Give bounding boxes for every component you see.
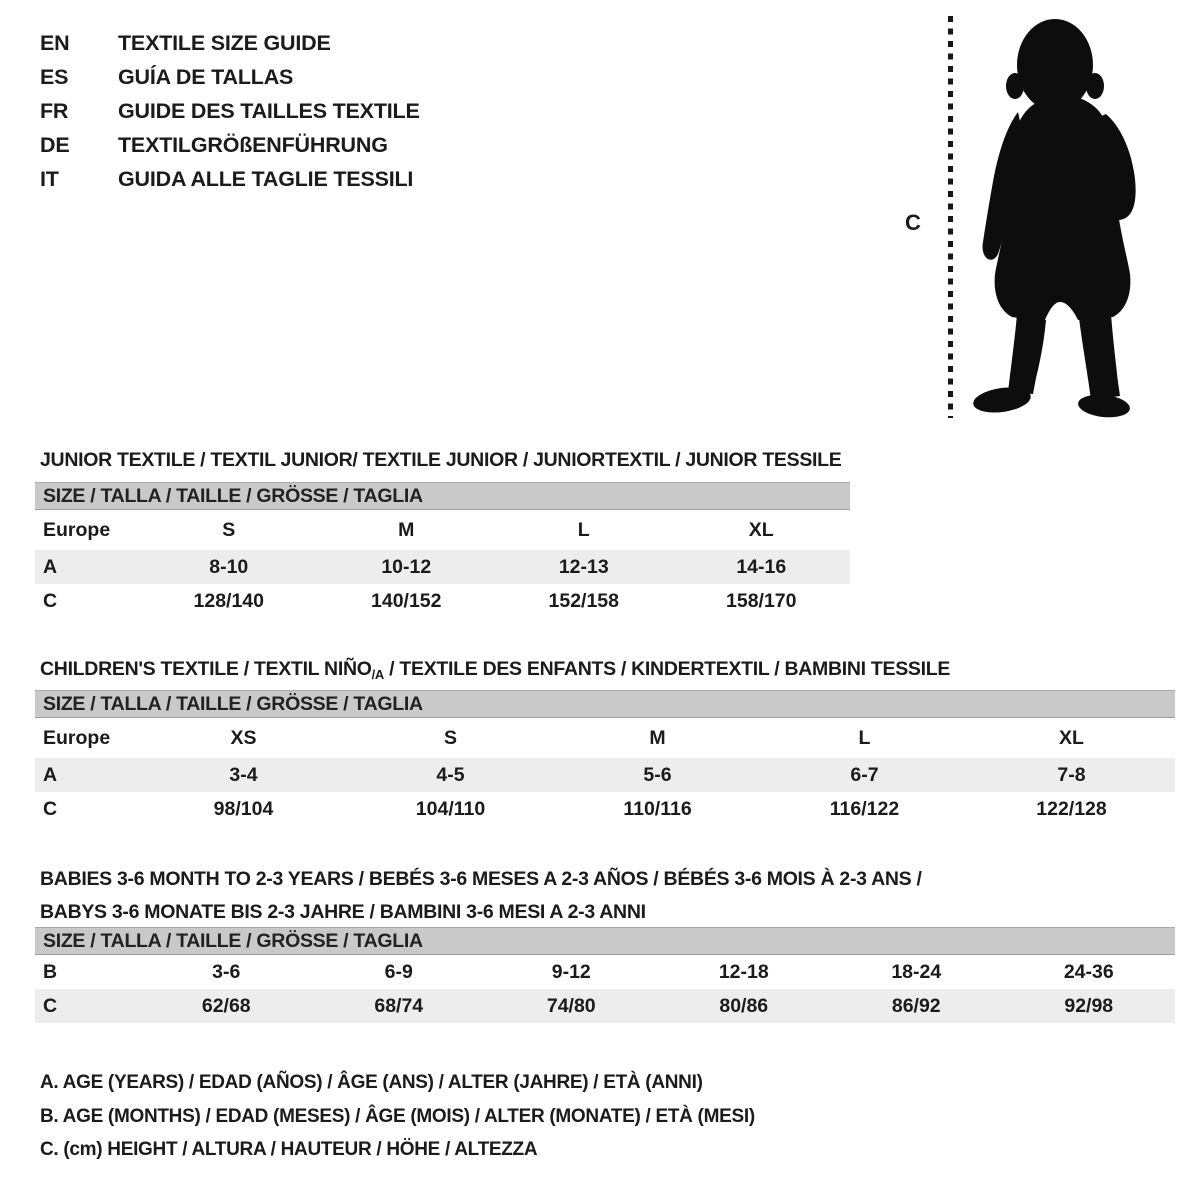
lang-row-fr [40,94,420,128]
baby-height-figure [890,0,1190,430]
legend-line-age-years: A. AGE (YEARS) / EDAD (AÑOS) / ÂGE (ANS) / ALTER (JAHRE) / ETÀ (ANNI) [40,1072,703,1093]
months-cell: 9-12 [551,960,591,983]
lang-code: EN [40,31,70,55]
lang-code: DE [40,133,70,157]
lang-row-de [40,128,420,162]
row-label: Europe [43,518,111,541]
language-title-list [40,26,420,196]
children-size-table [35,690,1175,826]
age-cell: 5-6 [643,763,672,786]
lang-row-es [40,60,420,94]
guide-title-fr: GUIDE DES TAILLES TEXTILE [118,99,420,123]
children-title-main: CHILDREN'S TEXTILE / TEXTIL NIÑO [40,658,372,681]
table-row-age [35,758,1175,792]
height-cell: 128/140 [193,589,264,612]
lang-code: ES [40,65,69,89]
lang-code: FR [40,99,69,123]
age-cell: 4-5 [436,763,465,786]
table-row-height [35,584,850,618]
children-title-subscript: /A [371,667,385,683]
height-cell: 86/92 [891,994,941,1017]
lang-row-it [40,162,420,196]
height-cell: 110/116 [623,797,692,820]
row-label: C [43,994,58,1017]
table-row-europe [35,718,1175,758]
row-label: Europe [43,726,111,749]
table-row-months [35,955,1175,989]
age-cell: 14-16 [736,555,787,578]
row-label: C [43,797,58,820]
height-cell: 116/122 [829,797,900,820]
size-cell: M [649,726,666,749]
size-cell: XL [1059,726,1084,749]
babies-title-line2: BABYS 3-6 MONATE BIS 2-3 JAHRE / BAMBINI 3-6 MESI A 2-3 ANNI [40,901,646,924]
guide-title-en: TEXTILE SIZE GUIDE [118,31,331,55]
table-row-height [35,792,1175,826]
guide-title-de: TEXTILGRÖßENFÜHRUNG [118,133,388,157]
size-header-band: SIZE / TALLA / TAILLE / GRÖSSE / TAGLIA [35,482,850,510]
height-cell: 62/68 [201,994,251,1017]
table-row-europe [35,510,850,550]
lang-row-en [40,26,420,60]
height-measure-label: C [905,210,921,235]
height-cell: 80/86 [719,994,769,1017]
height-cell: 122/128 [1036,797,1107,820]
age-cell: 10-12 [381,555,432,578]
months-cell: 24-36 [1063,960,1114,983]
row-label: B [43,960,58,983]
age-cell: 3-4 [229,763,258,786]
row-label: A [43,555,58,578]
size-header-band: SIZE / TALLA / TAILLE / GRÖSSE / TAGLIA [35,690,1175,718]
lang-code: IT [40,167,59,191]
months-cell: 12-18 [718,960,769,983]
months-cell: 18-24 [891,960,942,983]
legend-line-age-months: B. AGE (MONTHS) / EDAD (MESES) / ÂGE (MOIS) / ALTER (MONATE) / ETÀ (MESI) [40,1105,755,1127]
age-cell: 7-8 [1057,763,1086,786]
height-cell: 92/98 [1064,994,1114,1017]
height-cell: 152/158 [548,589,619,612]
guide-title-it: GUIDA ALLE TAGLIE TESSILI [118,167,414,191]
size-cell: L [577,518,590,541]
table-row-age [35,550,850,584]
size-cell: S [222,518,236,541]
size-cell: S [443,726,457,749]
legend-line-height-cm: C. (cm) HEIGHT / ALTURA / HAUTEUR / HÖHE / ALTEZZA [40,1139,538,1160]
height-cell: 98/104 [213,797,274,820]
height-cell: 104/110 [415,797,486,820]
age-cell: 12-13 [558,555,609,578]
junior-section-title: JUNIOR TEXTILE / TEXTIL JUNIOR/ TEXTILE JUNIOR / JUNIORTEXTIL / JUNIOR TESSILE [40,449,842,472]
row-label: A [43,763,58,786]
size-cell: XS [230,726,257,749]
measure-legend [40,1066,755,1167]
height-cell: 158/170 [726,589,797,612]
size-cell: M [398,518,415,541]
guide-title-es: GUÍA DE TALLAS [118,65,294,89]
height-dashed-line [948,16,953,418]
age-cell: 6-7 [850,763,879,786]
size-cell: L [858,726,871,749]
row-label: C [43,589,58,612]
height-cell: 74/80 [546,994,596,1017]
babies-size-table [35,927,1175,1023]
height-cell: 140/152 [371,589,442,612]
months-cell: 6-9 [384,960,413,983]
table-row-height [35,989,1175,1023]
babies-section-title [40,863,922,929]
children-title-rest: / TEXTILE DES ENFANTS / KINDERTEXTIL / BAMBINI TESSILE [384,658,951,681]
babies-title-line1: BABIES 3-6 MONTH TO 2-3 YEARS / BEBÉS 3-6 MESES A 2-3 AÑOS / BÉBÉS 3-6 MOIS À 2-3 ANS / [40,868,922,891]
size-cell: XL [748,518,774,541]
size-header-band: SIZE / TALLA / TAILLE / GRÖSSE / TAGLIA [35,927,1175,955]
age-cell: 8-10 [209,555,249,578]
junior-size-table [35,482,850,618]
months-cell: 3-6 [212,960,241,983]
children-section-title [40,658,950,681]
height-cell: 68/74 [374,994,424,1017]
baby-silhouette-icon [962,14,1164,420]
